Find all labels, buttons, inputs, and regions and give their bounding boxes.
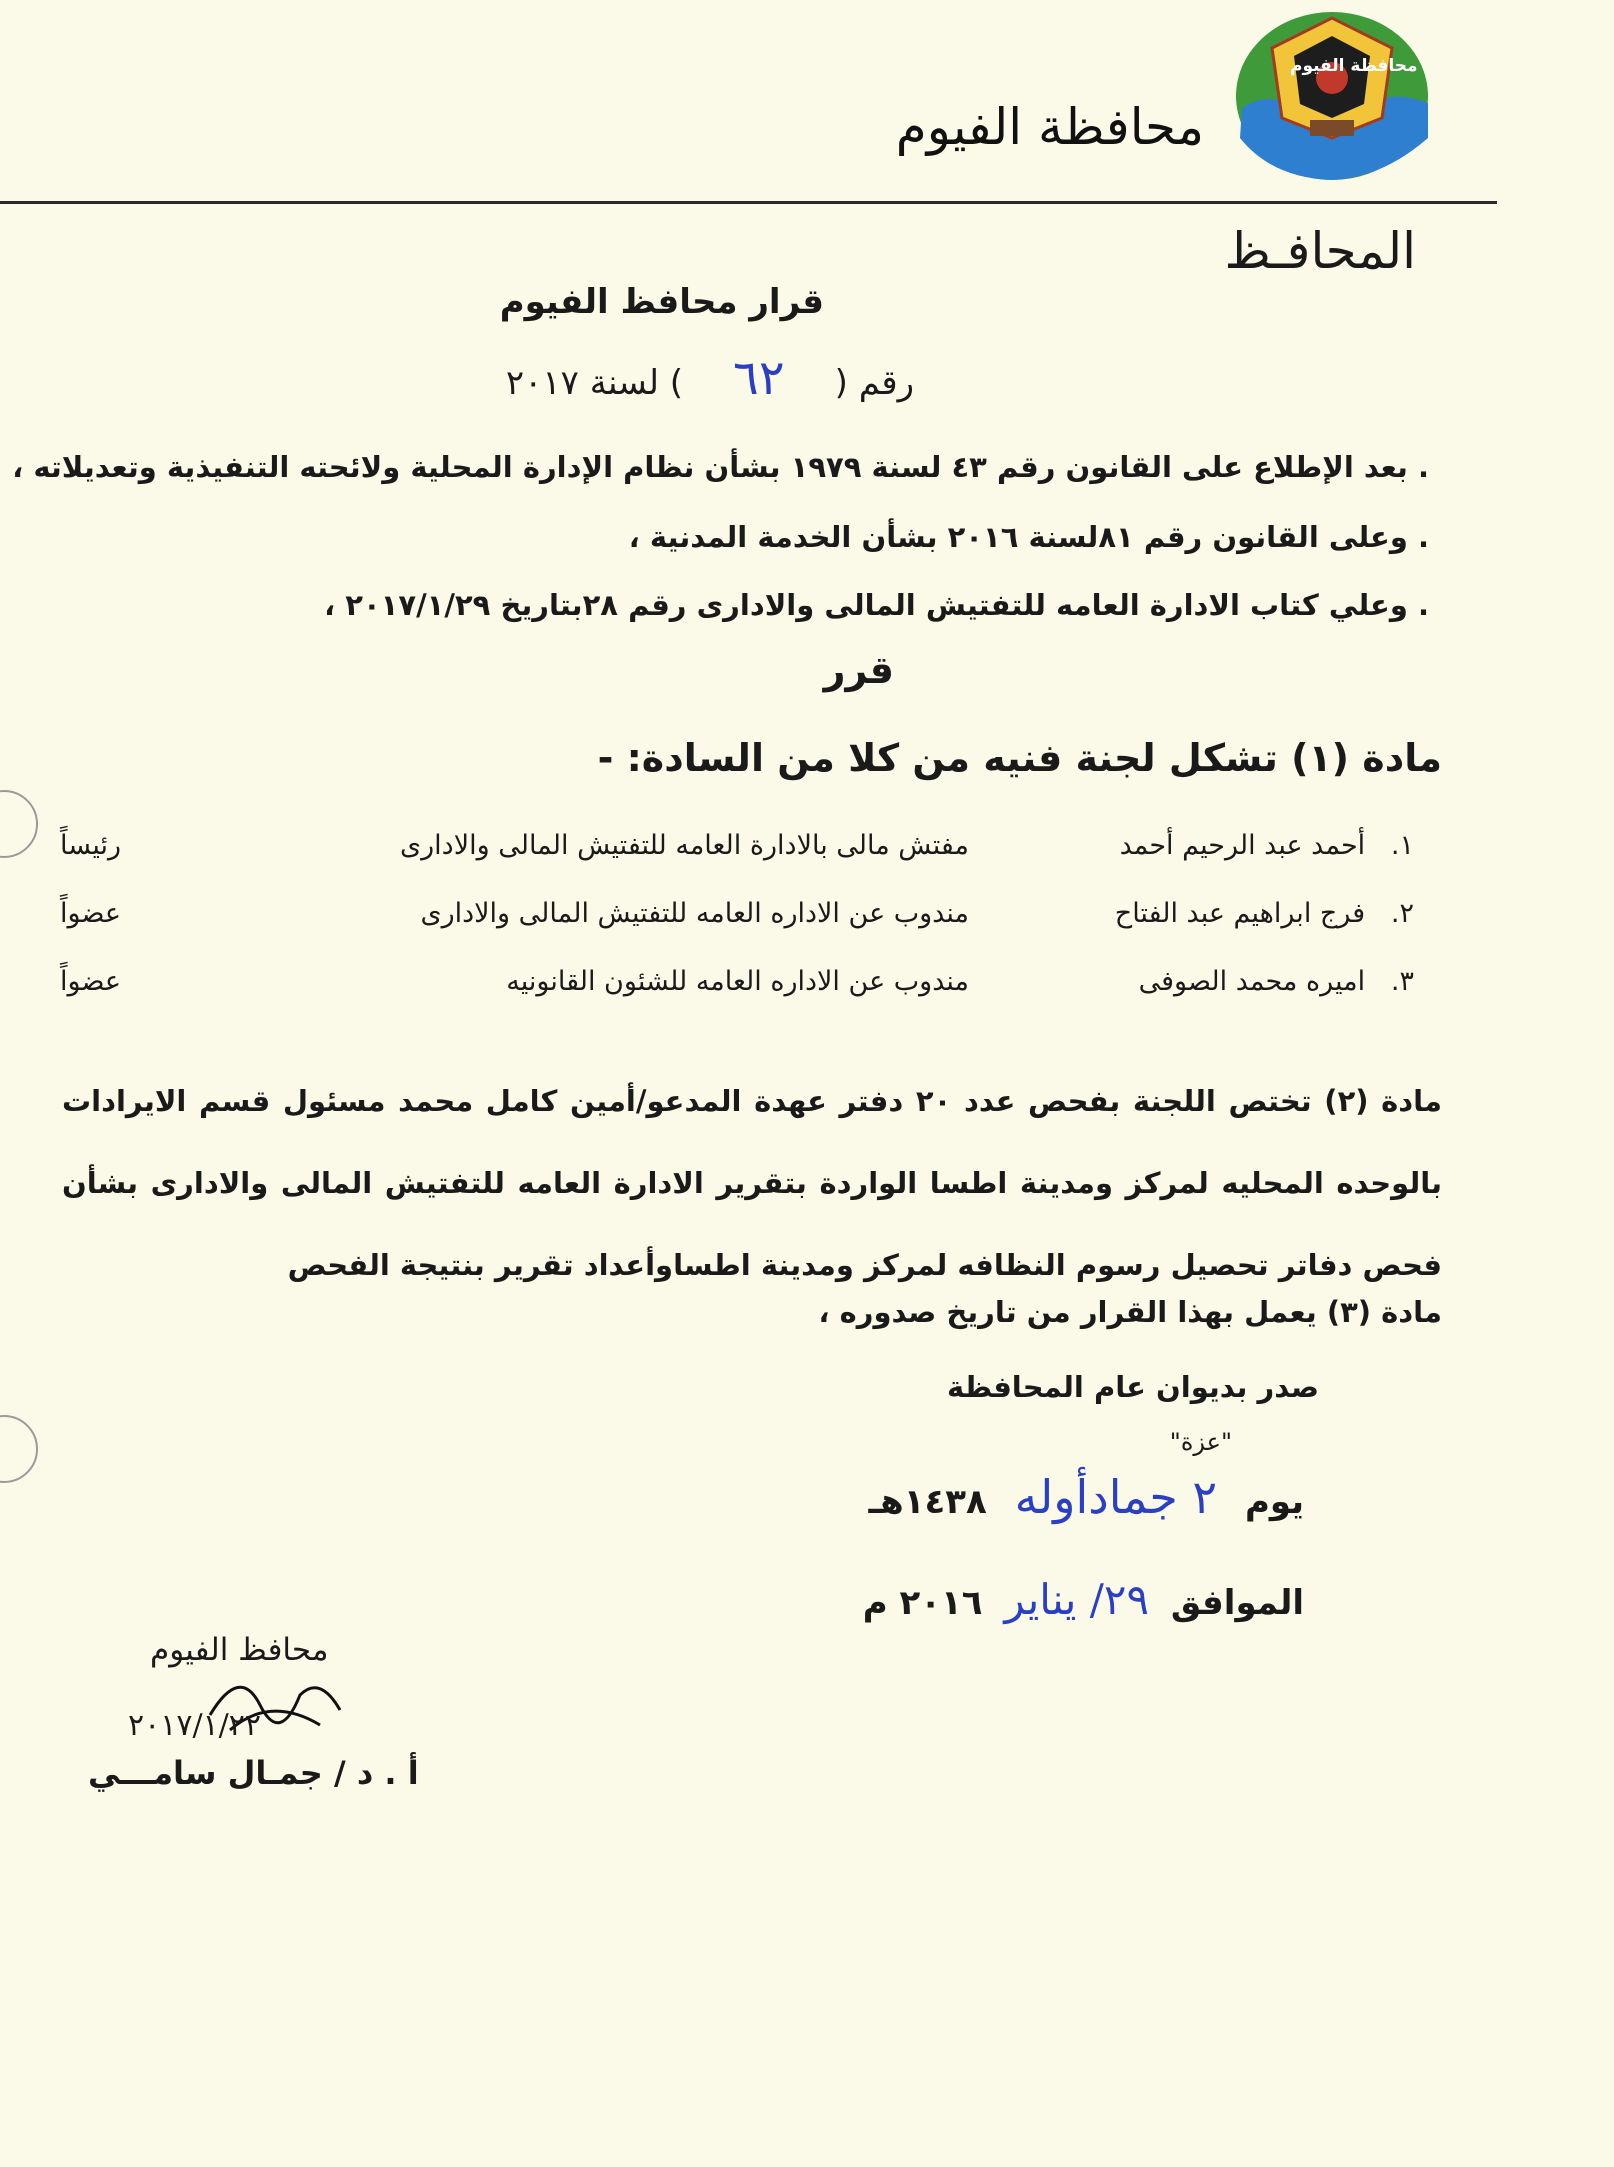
office-title: المحافـظ [1224,222,1416,280]
preamble-line: . وعلى القانون رقم ٨١لسنة ٢٠١٦ بشأن الخدمة المدنية ، [628,520,1429,554]
signature-office: محافظ الفيوم [150,1632,329,1668]
governorate-logo [1232,8,1432,183]
gregorian-date-line [863,1575,1304,1624]
punch-hole [0,1415,38,1483]
article-1: مادة (١) تشكل لجنة فنيه من كلا من السادة: - [597,736,1442,780]
decision-title: قرار محافظ الفيوم [499,282,824,322]
greg-label: الموافق [1170,1583,1304,1623]
member-name: ٢. فرج ابراهيم عبد الفتاح [1114,898,1414,929]
handwritten-hijri-date: ٢ جمادأوله [1014,1470,1218,1524]
handwritten-number: ٦٢ [733,350,785,406]
handwritten-greg-date: ٢٩/ يناير [1004,1575,1150,1624]
signature-date: ٢٠١٧/١/٢٢ [128,1708,262,1743]
article-3: مادة (٣) يعمل بهذا القرار من تاريخ صدوره ، [818,1295,1442,1329]
year-label: ) لسنة ٢٠١٧ [505,363,683,403]
decides-heading: قرر [823,648,894,692]
signer-name: أ . د / جمـال سامـــي [88,1754,419,1792]
preamble-line: . وعلي كتاب الادارة العامه للتفتيش المالى والادارى رقم ٢٨بتاريخ ٢٠١٧/١/٢٩ ، [324,588,1429,622]
member-name: ١. أحمد عبد الرحيم أحمد [1119,830,1414,861]
governorate-name: محافظة الفيوم [895,98,1204,156]
hijri-year: ١٤٣٨هـ [868,1482,987,1522]
decision-number-line [506,350,914,406]
member-description: مندوب عن الاداره العامه للتفتيش المالى والادارى [420,898,969,929]
logo-text: محافظة الفيوم [1290,56,1418,76]
hijri-label: يوم [1244,1482,1304,1522]
article-2: مادة (٢) تختص اللجنة بفحص عدد ٢٠ دفتر عهدة المدعو/أمين كامل محمد مسئول قسم الايرادات بالوحده المحليه لمركز ومدينة اطسا الواردة بتقرير الادارة العامه للتفتيش المالى والادارى بشأن فحص دفاتر تحصيل رسوم النظافه لمركز ومدينة اطساوأعداد تقرير بنتيجة الفحص [62,1084,1442,1282]
greg-year: ٢٠١٦ م [862,1583,983,1623]
punch-hole [0,790,38,858]
issued-at: صدر بديوان عام المحافظة [946,1370,1319,1404]
member-role: عضواً [60,898,121,929]
member-role: عضواً [60,966,121,997]
member-description: مفتش مالى بالادارة العامه للتفتيش المالى والادارى [400,830,969,861]
preamble-line: . بعد الإطلاع على القانون رقم ٤٣ لسنة ١٩٧٩ بشأن نظام الإدارة المحلية ولائحته التنفيذية وتعديلاته ، [12,450,1429,484]
member-name: ٣. اميره محمد الصوفى [1138,966,1414,997]
number-label: رقم ( [834,363,914,403]
hijri-date-line [869,1470,1304,1524]
header-divider [0,201,1497,204]
quote-mark: "عزة" [1169,1428,1232,1456]
member-role: رئيساً [60,830,122,861]
member-description: مندوب عن الاداره العامه للشئون القانونيه [506,966,969,997]
